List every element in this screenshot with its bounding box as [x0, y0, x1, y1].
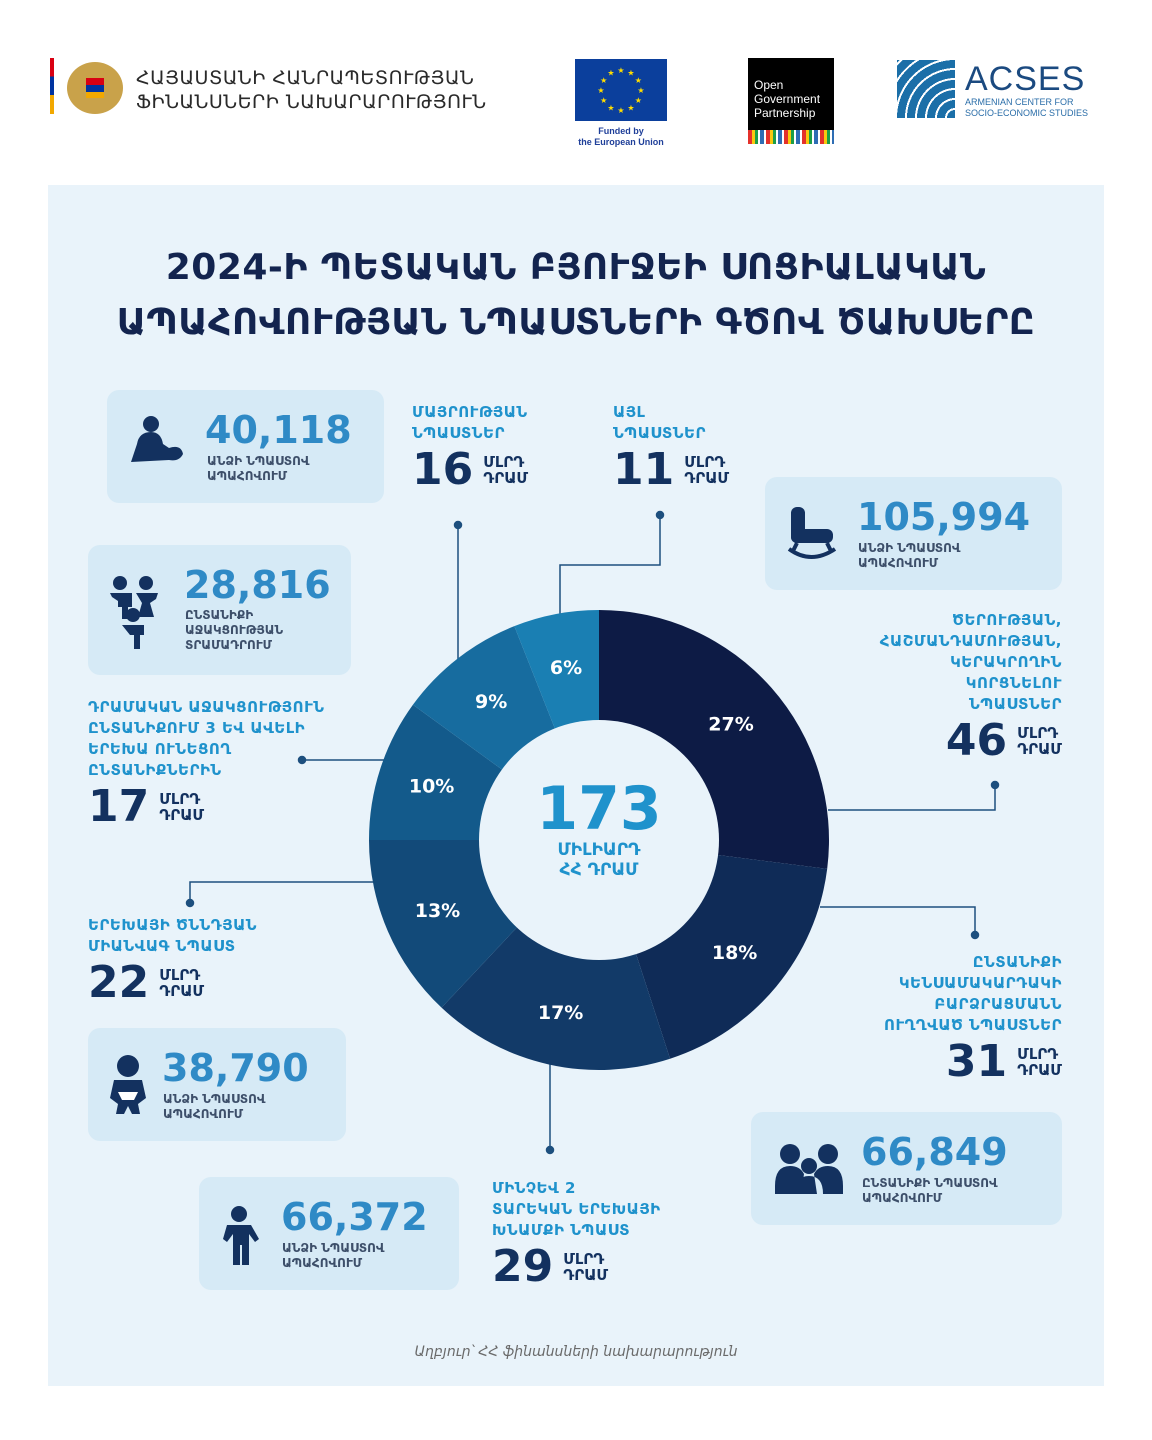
- unit-label: ՄԼՐԴ: [1017, 723, 1059, 742]
- slice-percent-label: 27%: [708, 713, 754, 736]
- connector-dot: [972, 932, 979, 939]
- recipient-label: ԱՆՁԻ ՆՊԱՍՏՈՎ: [282, 1241, 385, 1255]
- recipient-count: 66,372: [281, 1195, 428, 1239]
- unit-label: ԴՐԱՄ: [159, 805, 205, 824]
- slice-percent-label: 17%: [537, 1001, 584, 1024]
- category-label: ՄԻԱՆՎԱԳ ՆՊԱՍՏ: [88, 937, 236, 955]
- total-unit-line: ՄԻԼԻԱՐԴ: [557, 840, 641, 860]
- unit-label: ՄԼՐԴ: [159, 965, 201, 984]
- unit-label: ՄԼՐԴ: [159, 789, 201, 808]
- amount-value: 29: [492, 1241, 554, 1292]
- eu-star-icon: ★: [607, 103, 615, 113]
- recipient-count: 38,790: [162, 1046, 309, 1090]
- category-childcare: [492, 1178, 661, 1292]
- recipient-label: ԱՆՁԻ ՆՊԱՍՏՈՎ: [207, 454, 310, 468]
- recipient-label: ԸՆՏԱՆԻՔԻ ՆՊԱՍՏՈՎ: [862, 1176, 998, 1190]
- ministry-line: ՀԱՅԱՍՏԱՆԻ ՀԱՆՐԱՊԵՏՈՒԹՅԱՆ: [136, 67, 475, 89]
- recipient-label: ԱՊԱՀՈՎՈՒՄ: [858, 556, 939, 570]
- family-icon: [775, 1142, 843, 1194]
- unit-label: ԴՐԱՄ: [563, 1265, 609, 1284]
- amount-value: 16: [412, 444, 474, 495]
- category-label: ԽՆԱՄՔԻ ՆՊԱՍՏ: [492, 1221, 631, 1239]
- ogp-line: Partnership: [754, 106, 816, 120]
- recipient-count: 40,118: [205, 408, 352, 452]
- recipients-card: [765, 477, 1062, 590]
- slice-percent-label: 6%: [549, 657, 583, 680]
- eu-star-icon: ★: [637, 86, 645, 95]
- category-label: ՄԻՆՉԵՎ 2: [492, 1179, 576, 1197]
- recipients-card: [107, 390, 384, 503]
- category-pensions: [880, 610, 1062, 766]
- category-label: ԵՐԵԽԱ ՈՒՆԵՑՈՂ: [88, 740, 232, 758]
- recipients-card: [88, 1028, 346, 1141]
- category-label: ՆՊԱՍՏՆԵՐ: [412, 424, 505, 442]
- category-label: ԿԵՐԱԿՐՈՂԻՆ: [950, 653, 1062, 671]
- recipient-label: ԱՆՁԻ ՆՊԱՍՏՈՎ: [858, 541, 961, 555]
- recipient-count: 66,849: [861, 1130, 1008, 1174]
- recipients-card: [199, 1177, 459, 1290]
- recipient-label: ԸՆՏԱՆԻՔԻ: [185, 608, 254, 622]
- category-label: ԿՈՐՑՆԵԼՈՒ: [965, 674, 1062, 692]
- category-label: ՏԱՐԵԿԱՆ ԵՐԵԽԱՅԻ: [492, 1200, 661, 1218]
- connector-dot: [992, 782, 999, 789]
- eu-star-icon: ★: [600, 76, 608, 85]
- recipient-label: ԱՊԱՀՈՎՈՒՄ: [207, 469, 288, 483]
- connector-dot: [187, 900, 194, 907]
- slice-percent-label: 10%: [408, 775, 455, 798]
- total-value: 173: [536, 774, 662, 844]
- acses-sub-line: SOCIO-ECONOMIC STUDIES: [965, 108, 1089, 118]
- unit-label: ՄԼՐԴ: [483, 452, 525, 471]
- category-label: ԸՆՏԱՆԻՔԻ: [972, 953, 1062, 971]
- category-other: [613, 402, 729, 495]
- unit-label: ՄԼՐԴ: [684, 452, 726, 471]
- category-living-standard: [884, 952, 1062, 1087]
- category-label: ԸՆՏԱՆԻՔՈՒՄ 3 ԵՎ ԱՎԵԼԻ: [88, 719, 306, 737]
- category-label: ԾԵՐՈՒԹՅԱՆ,: [952, 611, 1062, 629]
- category-label: ՆՊԱՍՏՆԵՐ: [613, 424, 706, 442]
- eu-star-icon: ★: [597, 86, 605, 95]
- recipient-label: ԱՊԱՀՈՎՈՒՄ: [282, 1256, 363, 1270]
- connector-line: [820, 907, 975, 935]
- ministry-line: ՖԻՆԱՆՍՆԵՐԻ ՆԱԽԱՐԱՐՈՒԹՅՈՒՆ: [136, 91, 487, 113]
- source-note: Աղբյուր՝ ՀՀ ֆինանսների նախարարություն: [414, 1344, 738, 1360]
- acses-logo: ACSES: [965, 60, 1086, 98]
- amount-value: 46: [945, 715, 1008, 766]
- category-label: ՈՒՂՂՎԱԾ ՆՊԱՍՏՆԵՐ: [884, 1016, 1062, 1034]
- unit-label: ԴՐԱՄ: [1017, 739, 1062, 758]
- eu-caption-line: the European Union: [578, 137, 664, 147]
- category-label: ԵՐԵԽԱՅԻ ԾՆՆԴՅԱՆ: [88, 916, 258, 934]
- eu-star-icon: ★: [617, 106, 625, 115]
- title-line: 2024-Ի ՊԵՏԱԿԱՆ ԲՅՈՒՋԵԻ ՍՈՑԻԱԼԱԿԱՆ: [165, 247, 987, 288]
- unit-label: ՄԼՐԴ: [1017, 1044, 1059, 1063]
- category-label: ԴՐԱՄԱԿԱՆ ԱՋԱԿՑՈՒԹՅՈՒՆ: [88, 698, 325, 716]
- recipients-card: [751, 1112, 1062, 1225]
- unit-label: ԴՐԱՄ: [483, 468, 529, 487]
- category-label: ԲԱՐՁՐԱՑՄԱՆՆ: [934, 995, 1062, 1013]
- eu-star-icon: ★: [627, 103, 635, 113]
- connector-dot: [547, 1147, 554, 1154]
- connector-line: [828, 785, 995, 810]
- slice-percent-label: 9%: [474, 690, 508, 713]
- unit-label: ԴՐԱՄ: [1017, 1060, 1062, 1079]
- unit-label: ԴՐԱՄ: [159, 981, 205, 1000]
- recipient-count: 105,994: [857, 495, 1031, 539]
- connector-line: [560, 515, 660, 615]
- recipient-label: ԱՆՁԻ ՆՊԱՍՏՈՎ: [163, 1092, 266, 1106]
- unit-label: ԴՐԱՄ: [684, 468, 730, 487]
- connector-dot: [455, 522, 462, 529]
- eu-star-icon: ★: [607, 68, 615, 78]
- baby-icon: [108, 1054, 148, 1116]
- amount-value: 22: [88, 957, 150, 1008]
- category-label: ԸՆՏԱՆԻՔՆԵՐԻՆ: [88, 761, 222, 779]
- category-maternity: [412, 402, 528, 495]
- recipients-card: [88, 545, 351, 675]
- eu-star-icon: ★: [634, 76, 642, 85]
- recipient-label: ՏՐԱՄԱԴՐՈՒՄ: [185, 638, 272, 652]
- recipient-label: ԱՊԱՀՈՎՈՒՄ: [862, 1191, 943, 1205]
- rocking-chair-icon: [787, 503, 837, 561]
- connector-line: [190, 882, 375, 903]
- category-label: ՀԱՇՄԱՆԴԱՄՈՒԹՅԱՆ,: [879, 632, 1062, 650]
- slice-percent-label: 13%: [414, 899, 461, 922]
- category-label: ՄԱՅՐՈՒԹՅԱՆ: [412, 403, 528, 421]
- eu-star-icon: ★: [600, 96, 608, 105]
- recipient-count: 28,816: [184, 563, 331, 607]
- recipient-label: ԱՊԱՀՈՎՈՒՄ: [163, 1107, 244, 1121]
- category-label: ՆՊԱՍՏՆԵՐ: [969, 695, 1062, 713]
- ogp-line: Government: [754, 92, 821, 106]
- children-icon: [106, 573, 162, 649]
- slice-percent-label: 18%: [711, 942, 758, 965]
- ogp-line: Open: [754, 78, 784, 92]
- acses-sub-line: ARMENIAN CENTER FOR: [965, 97, 1074, 107]
- unit-label: ՄԼՐԴ: [563, 1249, 605, 1268]
- child-icon: [217, 1205, 261, 1267]
- amount-value: 31: [945, 1036, 1008, 1087]
- amount-value: 17: [88, 781, 150, 832]
- eu-caption-line: Funded by: [598, 126, 644, 136]
- total-unit-line: ՀՀ ԴՐԱՄ: [559, 860, 639, 880]
- category-large-family: [88, 697, 324, 832]
- eu-star-icon: ★: [627, 68, 635, 78]
- donut-center-total: [480, 774, 718, 880]
- mother-baby-icon: [129, 414, 187, 474]
- recipient-label: ԱՋԱԿՑՈՒԹՅԱՆ: [185, 623, 284, 637]
- eu-star-icon: ★: [617, 66, 625, 75]
- category-label: ԱՅԼ: [613, 403, 646, 421]
- category-label: ԿԵՆՍԱՄԱԿԱՐԴԱԿԻ: [898, 974, 1062, 992]
- amount-value: 11: [613, 444, 675, 495]
- connector-dot: [657, 512, 664, 519]
- title-line: ԱՊԱՀՈՎՈՒԹՅԱՆ ՆՊԱՍՏՆԵՐԻ ԳԾՈՎ ԾԱԽՍԵՐԸ: [116, 302, 1036, 343]
- category-birth-grant: [88, 915, 257, 1008]
- eu-star-icon: ★: [634, 96, 642, 105]
